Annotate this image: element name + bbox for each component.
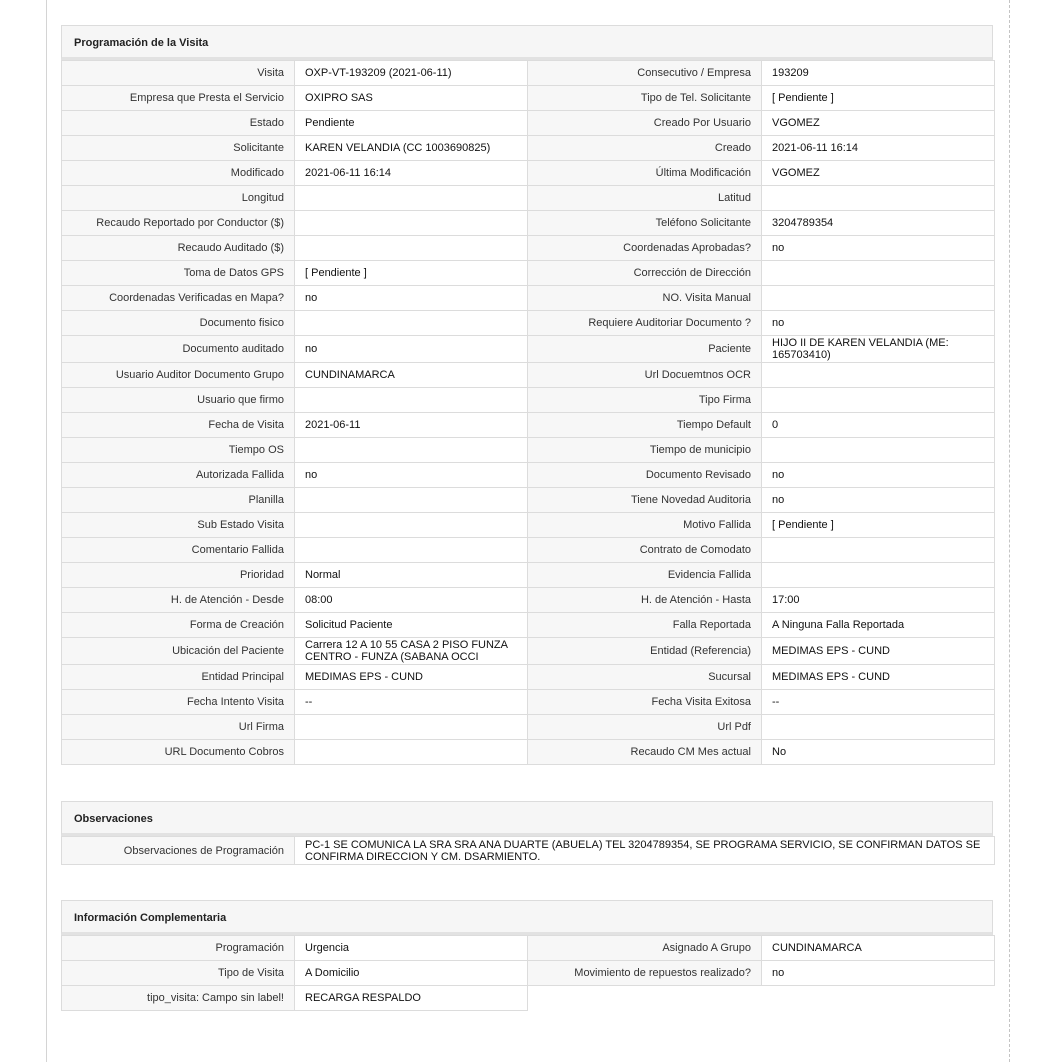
field-value xyxy=(762,286,995,311)
table-row xyxy=(62,311,995,336)
field-label: H. de Atención - Hasta xyxy=(528,588,762,613)
table-row xyxy=(62,161,995,186)
section-programacion xyxy=(61,25,993,765)
table-row xyxy=(62,363,995,388)
field-value: no xyxy=(295,463,528,488)
section-title: Información Complementaria xyxy=(61,900,993,935)
table-row xyxy=(62,638,995,665)
field-value: 2021-06-11 16:14 xyxy=(762,136,995,161)
field-value xyxy=(762,186,995,211)
field-label: Consecutivo / Empresa xyxy=(528,61,762,86)
field-label: Tipo Firma xyxy=(528,388,762,413)
field-label: Creado xyxy=(528,136,762,161)
section-observaciones xyxy=(61,801,993,865)
field-value xyxy=(762,563,995,588)
field-value: MEDIMAS EPS - CUND xyxy=(762,638,995,665)
table-row xyxy=(62,438,995,463)
field-label: Requiere Auditoriar Documento ? xyxy=(528,311,762,336)
field-value: [ Pendiente ] xyxy=(762,86,995,111)
field-label: Entidad (Referencia) xyxy=(528,638,762,665)
table-row xyxy=(62,136,995,161)
field-value: no xyxy=(762,236,995,261)
field-value: Normal xyxy=(295,563,528,588)
programacion-table xyxy=(61,60,995,765)
observaciones-table xyxy=(61,836,995,865)
table-row xyxy=(62,613,995,638)
field-label: Movimiento de repuestos realizado? xyxy=(528,961,762,986)
field-label: Evidencia Fallida xyxy=(528,563,762,588)
table-row xyxy=(62,286,995,311)
field-value: no xyxy=(762,961,995,986)
field-value: MEDIMAS EPS - CUND xyxy=(762,665,995,690)
field-label: Recaudo Auditado ($) xyxy=(62,236,295,261)
field-label: Latitud xyxy=(528,186,762,211)
field-label: Empresa que Presta el Servicio xyxy=(62,86,295,111)
field-label: Coordenadas Aprobadas? xyxy=(528,236,762,261)
field-value: A Domicilio xyxy=(295,961,528,986)
field-label: Corrección de Dirección xyxy=(528,261,762,286)
field-value xyxy=(295,311,528,336)
field-label: tipo_visita: Campo sin label! xyxy=(62,986,295,1011)
field-value: Pendiente xyxy=(295,111,528,136)
field-value: no xyxy=(295,336,528,363)
field-label: Url Pdf xyxy=(528,715,762,740)
table-row xyxy=(62,665,995,690)
table-row xyxy=(62,186,995,211)
field-label: Teléfono Solicitante xyxy=(528,211,762,236)
field-value: A Ninguna Falla Reportada xyxy=(762,613,995,638)
field-value: 193209 xyxy=(762,61,995,86)
field-value: No xyxy=(762,740,995,765)
field-label: Solicitante xyxy=(62,136,295,161)
field-label: Motivo Fallida xyxy=(528,513,762,538)
field-label: Longitud xyxy=(62,186,295,211)
field-value xyxy=(295,438,528,463)
field-label: Contrato de Comodato xyxy=(528,538,762,563)
field-label: Forma de Creación xyxy=(62,613,295,638)
table-row xyxy=(62,837,995,865)
table-row xyxy=(62,86,995,111)
table-row xyxy=(62,261,995,286)
field-value: VGOMEZ xyxy=(762,111,995,136)
field-value: -- xyxy=(295,690,528,715)
empty-cell xyxy=(528,986,762,1011)
field-value: no xyxy=(295,286,528,311)
field-value: CUNDINAMARCA xyxy=(762,936,995,961)
field-label: Tipo de Visita xyxy=(62,961,295,986)
section-title: Observaciones xyxy=(61,801,993,836)
field-label: Tiempo OS xyxy=(62,438,295,463)
field-value xyxy=(295,488,528,513)
field-label: Ubicación del Paciente xyxy=(62,638,295,665)
field-label: Estado xyxy=(62,111,295,136)
field-label: Fecha Intento Visita xyxy=(62,690,295,715)
field-value: no xyxy=(762,463,995,488)
field-label: Usuario Auditor Documento Grupo xyxy=(62,363,295,388)
field-value: MEDIMAS EPS - CUND xyxy=(295,665,528,690)
field-label: Recaudo Reportado por Conductor ($) xyxy=(62,211,295,236)
field-value xyxy=(295,513,528,538)
field-label: Documento auditado xyxy=(62,336,295,363)
field-value: 0 xyxy=(762,413,995,438)
field-value xyxy=(762,261,995,286)
field-label: Tiempo de municipio xyxy=(528,438,762,463)
field-label: Visita xyxy=(62,61,295,86)
field-label: Prioridad xyxy=(62,563,295,588)
complementaria-table xyxy=(61,935,995,1011)
table-row xyxy=(62,236,995,261)
table-row xyxy=(62,336,995,363)
field-label: Tipo de Tel. Solicitante xyxy=(528,86,762,111)
field-label: Modificado xyxy=(62,161,295,186)
table-row xyxy=(62,961,995,986)
field-value: HIJO II DE KAREN VELANDIA (ME: 165703410) xyxy=(762,336,995,363)
field-value: [ Pendiente ] xyxy=(762,513,995,538)
field-label: Documento fisico xyxy=(62,311,295,336)
field-value: 08:00 xyxy=(295,588,528,613)
table-row xyxy=(62,111,995,136)
field-label: URL Documento Cobros xyxy=(62,740,295,765)
table-row xyxy=(62,61,995,86)
field-label: Asignado A Grupo xyxy=(528,936,762,961)
table-row xyxy=(62,715,995,740)
section-title: Programación de la Visita xyxy=(61,25,993,60)
field-label: Planilla xyxy=(62,488,295,513)
field-label: Comentario Fallida xyxy=(62,538,295,563)
table-row xyxy=(62,488,995,513)
table-row xyxy=(62,211,995,236)
table-row xyxy=(62,463,995,488)
field-value: -- xyxy=(762,690,995,715)
field-label: Autorizada Fallida xyxy=(62,463,295,488)
field-value xyxy=(762,363,995,388)
field-value: no xyxy=(762,488,995,513)
field-label: NO. Visita Manual xyxy=(528,286,762,311)
field-value xyxy=(295,388,528,413)
field-value xyxy=(295,715,528,740)
field-value: Solicitud Paciente xyxy=(295,613,528,638)
field-label: Sucursal xyxy=(528,665,762,690)
field-label: Creado Por Usuario xyxy=(528,111,762,136)
table-row xyxy=(62,588,995,613)
field-label: Última Modificación xyxy=(528,161,762,186)
field-label: Toma de Datos GPS xyxy=(62,261,295,286)
field-value xyxy=(762,438,995,463)
field-value: no xyxy=(762,311,995,336)
field-value: OXIPRO SAS xyxy=(295,86,528,111)
table-row xyxy=(62,563,995,588)
table-row xyxy=(62,740,995,765)
field-label: Documento Revisado xyxy=(528,463,762,488)
field-value: 2021-06-11 16:14 xyxy=(295,161,528,186)
table-row xyxy=(62,538,995,563)
field-label: Falla Reportada xyxy=(528,613,762,638)
field-value: PC-1 SE COMUNICA LA SRA SRA ANA DUARTE (ABUELA) TEL 3204789354, SE PROGRAMA SERVICIO, SE CONFIRMAN DATOS SE CONFIRMA DIRECCION Y CM. DSARMIENTO. xyxy=(295,837,995,865)
field-value: RECARGA RESPALDO xyxy=(295,986,528,1011)
table-row xyxy=(62,986,995,1011)
field-label: Tiene Novedad Auditoria xyxy=(528,488,762,513)
field-label: Url Firma xyxy=(62,715,295,740)
field-value: CUNDINAMARCA xyxy=(295,363,528,388)
field-label: Usuario que firmo xyxy=(62,388,295,413)
field-value xyxy=(295,538,528,563)
field-label: Recaudo CM Mes actual xyxy=(528,740,762,765)
field-label: Programación xyxy=(62,936,295,961)
field-label: Entidad Principal xyxy=(62,665,295,690)
table-row xyxy=(62,936,995,961)
field-value xyxy=(295,211,528,236)
field-value: 2021-06-11 xyxy=(295,413,528,438)
empty-cell xyxy=(762,986,995,1011)
field-value: 3204789354 xyxy=(762,211,995,236)
field-value xyxy=(295,740,528,765)
field-label: Fecha de Visita xyxy=(62,413,295,438)
field-label: Sub Estado Visita xyxy=(62,513,295,538)
table-row xyxy=(62,513,995,538)
field-value: VGOMEZ xyxy=(762,161,995,186)
field-value xyxy=(762,715,995,740)
table-row xyxy=(62,690,995,715)
field-value xyxy=(295,236,528,261)
field-label: Fecha Visita Exitosa xyxy=(528,690,762,715)
field-value xyxy=(762,388,995,413)
field-label: Paciente xyxy=(528,336,762,363)
table-row xyxy=(62,388,995,413)
field-label: Url Docuemtnos OCR xyxy=(528,363,762,388)
field-label: Tiempo Default xyxy=(528,413,762,438)
field-label: Observaciones de Programación xyxy=(62,837,295,865)
field-value: OXP-VT-193209 (2021-06-11) xyxy=(295,61,528,86)
field-value: Carrera 12 A 10 55 CASA 2 PISO FUNZA CENTRO - FUNZA (SABANA OCCI xyxy=(295,638,528,665)
field-value xyxy=(762,538,995,563)
field-value: Urgencia xyxy=(295,936,528,961)
field-value xyxy=(295,186,528,211)
field-label: Coordenadas Verificadas en Mapa? xyxy=(62,286,295,311)
table-row xyxy=(62,413,995,438)
field-label: H. de Atención - Desde xyxy=(62,588,295,613)
section-complementaria xyxy=(61,900,993,1011)
field-value: 17:00 xyxy=(762,588,995,613)
field-value: [ Pendiente ] xyxy=(295,261,528,286)
field-value: KAREN VELANDIA (CC 1003690825) xyxy=(295,136,528,161)
